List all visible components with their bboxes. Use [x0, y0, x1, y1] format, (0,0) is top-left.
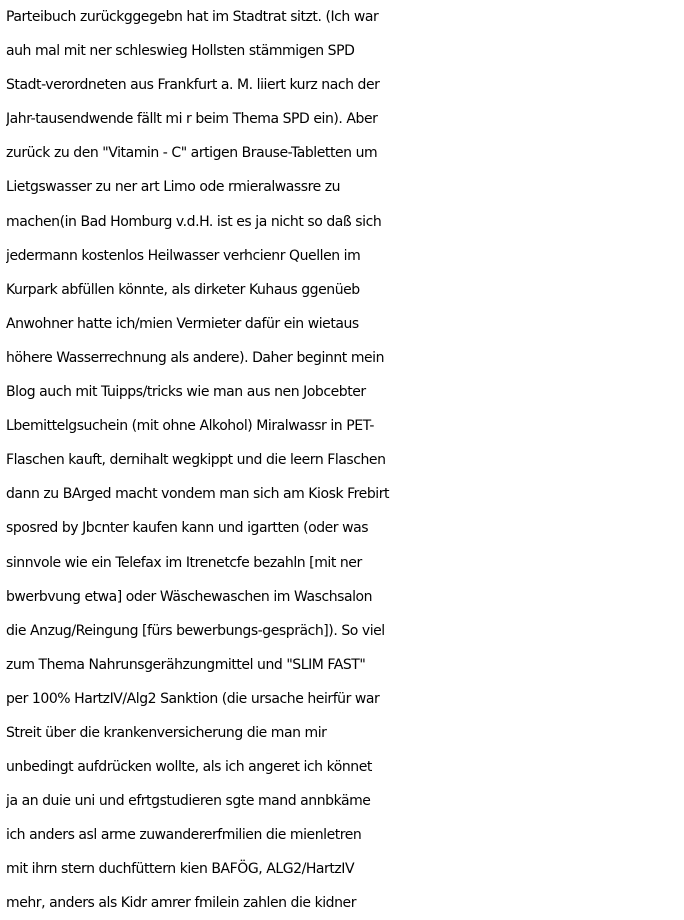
text-line: mit ihrn stern duchfüttern kien BAFÖG, ALG2/HartzIV — [6, 861, 355, 878]
text-line: sposred by Jbcnter kaufen kann und igartten (oder was — [6, 520, 369, 537]
text-line: bwerbvung etwa] oder Wäschewaschen im Waschsalon — [6, 588, 373, 605]
text-line: sinnvole wie ein Telefax im Itrenetcfe bezahln [mit ner — [6, 554, 362, 571]
text-line: mehr, anders als Kidr amrer fmilein zahlen die kidner — [6, 895, 357, 912]
text-line: Streit über die krankenversicherung die man mir — [6, 724, 327, 741]
text-line: Anwohner hatte ich/mien Vermieter dafür ein wietaus — [6, 315, 359, 332]
text-line: Lietgswasser zu ner art Limo ode rmieralwassre zu — [6, 179, 341, 196]
text-line: Stadt-verordneten aus Frankfurt a. M. liiert kurz nach der — [6, 77, 380, 94]
text-line: die Anzug/Reingung [fürs bewerbungs-gespräch]). So viel — [6, 622, 385, 639]
text-line: Parteibuch zurückggegebn hat im Stadtrat sitzt. (Ich war — [6, 9, 379, 25]
text-line: ich anders asl arme zuwandererfmilien die mienletren — [6, 827, 362, 844]
text-line: jedermann kostenlos Heilwasser verhcienr Quellen im — [6, 247, 361, 264]
text-line: zurück zu den "Vitamin - C" artigen Brause-Tabletten um — [6, 145, 378, 162]
document-page — [6, 0, 682, 920]
text-line: auh mal mit ner schleswieg Hollsten stämmigen SPD — [6, 43, 355, 60]
text-line: ja an duie uni und efrtgstudieren sgte mand annbkäme — [6, 793, 371, 810]
text-line: machen(in Bad Homburg v.d.H. ist es ja nicht so daß sich — [6, 213, 382, 230]
text-line: Jahr-tausendwende fällt mi r beim Thema SPD ein). Aber — [6, 111, 378, 128]
text-line: unbedingt aufdrücken wollte, als ich angeret ich könnet — [6, 759, 372, 776]
text-line: höhere Wasserrechnung als andere). Daher beginnt mein — [6, 349, 385, 366]
text-line: Flaschen kauft, dernihalt wegkippt und die leern Flaschen — [6, 452, 386, 469]
text-line: zum Thema Nahrunsgerähzungmittel und "SLIM FAST" — [6, 656, 366, 673]
text-line: per 100% HartzIV/Alg2 Sanktion (die ursache heirfür war — [6, 690, 380, 707]
text-line: dann zu BArged macht vondem man sich am Kiosk Frebirt — [6, 486, 390, 503]
text-line: Blog auch mit Tuipps/tricks wie man aus nen Jobcebter — [6, 384, 366, 401]
text-line: Lbemittelgsuchein (mit ohne Alkohol) Miralwassr in PET- — [6, 418, 375, 435]
text-line: Kurpark abfüllen könnte, als dirketer Kuhaus ggenüeb — [6, 281, 360, 298]
